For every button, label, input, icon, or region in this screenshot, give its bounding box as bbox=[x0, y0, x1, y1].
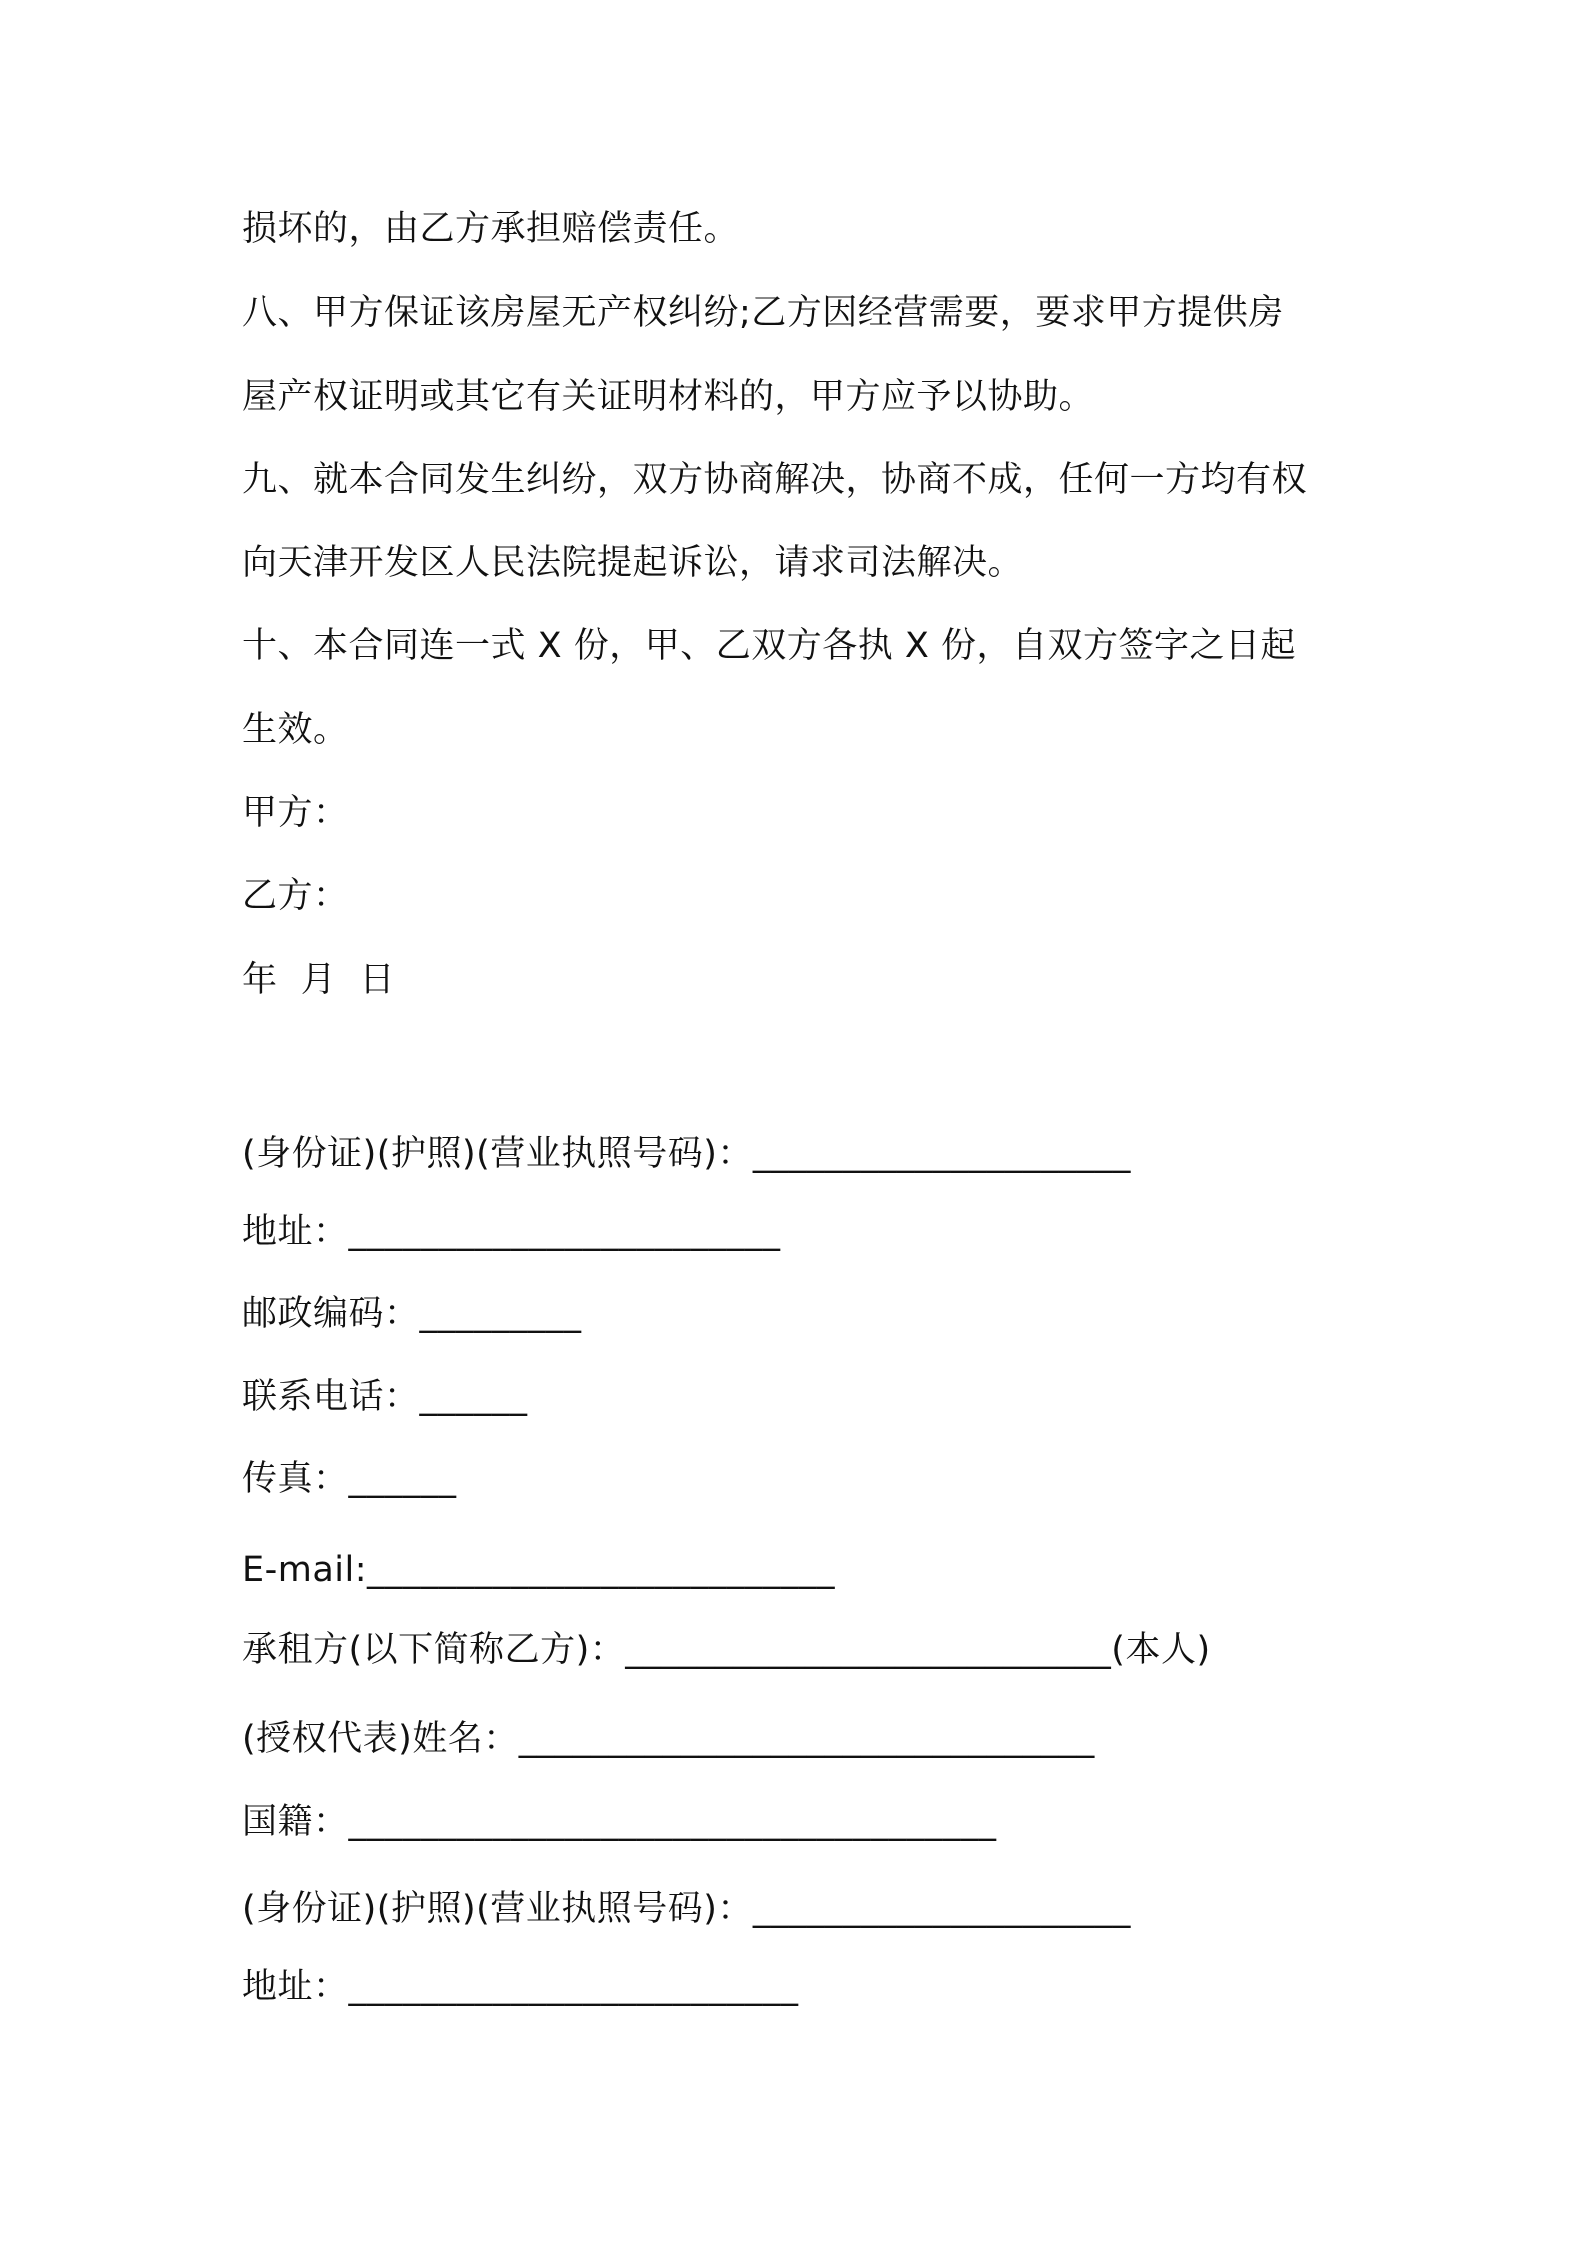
email-field: E-mail:__________________________ bbox=[242, 1550, 836, 1590]
paragraph-line: 屋产权证明或其它有关证明材料的，甲方应予以协助。 bbox=[242, 377, 1095, 417]
id-number-field: (身份证)(护照)(营业执照号码)：_____________________ bbox=[242, 1889, 1131, 1929]
paragraph-line: 九、就本合同发生纠纷，双方协商解决，协商不成，任何一方均有权 bbox=[242, 460, 1308, 500]
address-field: 地址：_________________________ bbox=[242, 1967, 799, 2007]
paragraph-line: 损坏的，由乙方承担赔偿责任。 bbox=[242, 209, 740, 249]
paragraph-line: 十、本合同连一式 X 份，甲、乙双方各执 X 份，自双方签字之日起 bbox=[242, 626, 1296, 666]
representative-name-field: (授权代表)姓名：________________________________ bbox=[242, 1719, 1095, 1759]
nationality-field: 国籍：____________________________________ bbox=[242, 1802, 997, 1842]
address-field: 地址：________________________ bbox=[242, 1212, 781, 1252]
party-b-label: 乙方： bbox=[242, 876, 349, 916]
phone-field: 联系电话：______ bbox=[242, 1377, 528, 1417]
fax-field: 传真：______ bbox=[242, 1459, 457, 1499]
paragraph-line: 生效。 bbox=[242, 710, 349, 750]
lessee-field: 承租方(以下简称乙方)：___________________________(本人) bbox=[242, 1630, 1211, 1670]
party-a-label: 甲方： bbox=[242, 793, 349, 833]
id-number-field: (身份证)(护照)(营业执照号码)：_____________________ bbox=[242, 1134, 1131, 1174]
paragraph-line: 八、甲方保证该房屋无产权纠纷;乙方因经营需要，要求甲方提供房 bbox=[242, 293, 1284, 333]
paragraph-line: 向天津开发区人民法院提起诉讼，请求司法解决。 bbox=[242, 543, 1024, 583]
date-label: 年 月 日 bbox=[242, 960, 396, 1000]
postal-code-field: 邮政编码：_________ bbox=[242, 1294, 582, 1334]
